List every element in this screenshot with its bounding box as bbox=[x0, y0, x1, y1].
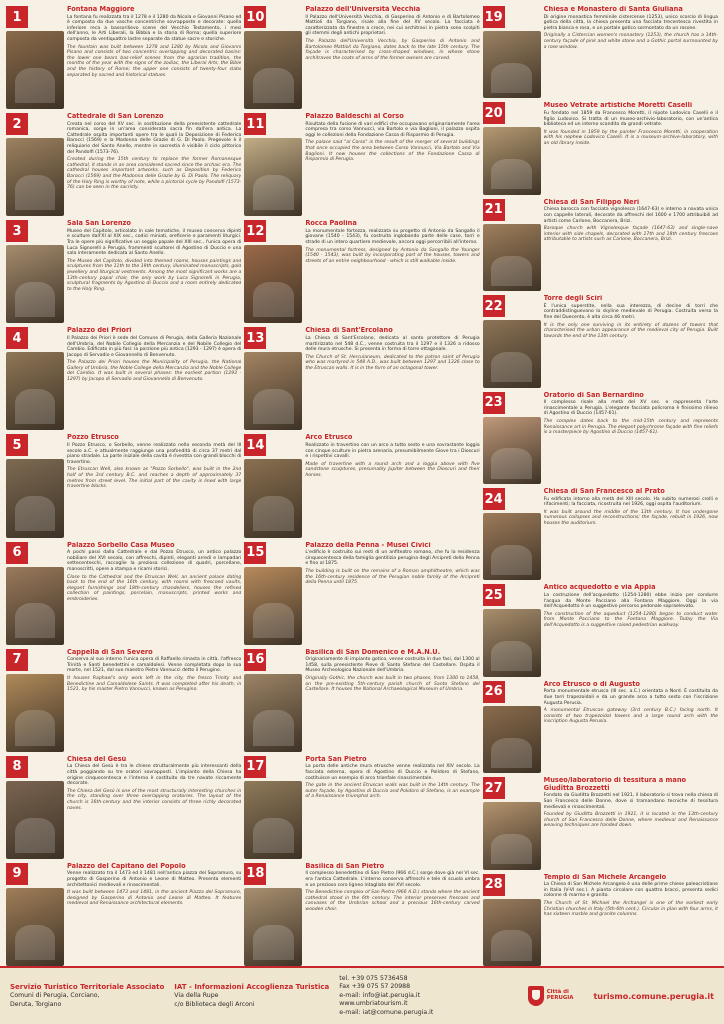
entry-text bbox=[67, 863, 241, 966]
entry-number: 7 bbox=[6, 649, 28, 671]
entry-title: Basilica di San Pietro bbox=[305, 862, 385, 870]
footer-email-iat[interactable]: e-mail: iat@comune.perugia.it bbox=[339, 1008, 434, 1016]
entry-title: Sala San Lorenzo bbox=[67, 220, 131, 228]
entry-media bbox=[483, 777, 541, 869]
landmark-photo bbox=[244, 245, 302, 323]
footer-service-title: Servizio Turistico Territoriale Associato bbox=[10, 983, 165, 992]
entry-title: Chiesa di San Filippo Neri bbox=[543, 198, 640, 206]
entry-18 bbox=[244, 863, 479, 966]
entry-number: 8 bbox=[6, 756, 28, 778]
entry-22 bbox=[483, 295, 718, 387]
entry-number: 27 bbox=[483, 777, 505, 799]
entry-text bbox=[305, 434, 479, 537]
entry-27 bbox=[483, 777, 718, 869]
entry-number: 21 bbox=[483, 199, 505, 221]
entry-description-it: Fu fondato nel 1859 da Francesco Moretti, il nipote Lodovico Caselli e il figlio Ludovico. Si tratta di un museo-archivio-laboratorio, con un'antica biblioteca ed un interno scandito da grandi vetrate. bbox=[543, 110, 718, 128]
landmark-photo bbox=[244, 352, 302, 430]
entry-description-en: The construction of the aqueduct (1254-1280) began to conduct water from Monte Pacciano to the Fontana Maggiore. Today the Via dell'Acquedotto is a suggestive raised pedestrian walkway. bbox=[543, 611, 718, 628]
entry-media bbox=[483, 102, 541, 194]
entry-number: 19 bbox=[483, 6, 505, 28]
landmark-photo bbox=[244, 674, 302, 752]
entry-number: 5 bbox=[6, 434, 28, 456]
entry-description-it: Risultato della fusione di vari edifici che occupavano originariamente l'area compresa tra corso Vannucci, via Bartolo e via Baglioni, il palazzo ospita oggi le collezioni della Fondazione Cassa di Risparmio di Perugia. bbox=[305, 121, 480, 138]
entry-text bbox=[544, 874, 718, 966]
entry-media bbox=[244, 649, 302, 752]
entry-title: Palazzo della Penna - Musei Civici bbox=[305, 541, 431, 549]
entry-title: Torre degli Sciri bbox=[543, 295, 603, 303]
entry-description-en: Founded by Giuditta Brozzetti in 1921, it is located in the 13th-century church of San Francesco delle Donne, where medieval and Renaissance weaving techniques are handed down. bbox=[543, 812, 718, 829]
entry-media bbox=[244, 542, 302, 645]
entry-13 bbox=[244, 327, 479, 430]
entry-title: Palazzo dell'Università Vecchia bbox=[305, 6, 421, 13]
entry-description-en: The Church of St. Herculaneum, dedicated to the patron saint of Perugia who was martyred in 548 A.D., was built between 1297 and 1326 close to the Etruscan walls. It is in the form of an octagonal tower. bbox=[305, 354, 480, 371]
entry-description-en: The Palazzo dei Priori houses the Municipality of Perugia, the National Gallery of Umbria, the Noble College della Mercanzia and the Noble College del Cambio. It was built in several phases: the earliest portion (1293 - 1297) by Jacopo di Servadio and Giovannello di Benvenuto. bbox=[67, 360, 242, 383]
entry-description-en: A monumental Etruscan gateway (3rd century B.C.) facing north. It consists of two trapezoidal towers and a large round arch with the inscription Augusta Perusia. bbox=[543, 708, 718, 725]
entry-media bbox=[483, 874, 541, 966]
entry-description-en: Originally a Cistercian women's monastery (1253), the church has a 14th-century façade of pink and white stone and a Gothic portal surmounted by a rose window. bbox=[543, 33, 718, 50]
landmark-photo bbox=[483, 127, 541, 194]
entry-text bbox=[67, 756, 241, 859]
footer-tel: tel. +39 075 5736458 bbox=[339, 975, 408, 983]
entry-title: Museo Vetrate artistiche Moretti Caselli bbox=[543, 102, 693, 110]
entry-text bbox=[544, 102, 718, 194]
entry-12 bbox=[244, 220, 479, 323]
entry-description-it: Venne realizzato tra il 1473 ed il 1481 nell'antica piazza del Sopramuro, su progetto di Gasperino di Antonio e Leone di Matteo. Presenta elementi architettonici medievali e rinascimentali. bbox=[67, 871, 242, 888]
landmark-photo bbox=[6, 138, 64, 216]
entry-number: 24 bbox=[483, 488, 505, 510]
entry-media bbox=[6, 756, 64, 859]
entry-number: 26 bbox=[483, 681, 505, 703]
landmark-photo bbox=[483, 320, 541, 387]
entry-description-it: La costruzione dell'acquedotto (1254-1280) ebbe inizio per condurre l'acqua da Monte Pacciano alla Fontana Maggiore. Oggi la via dell'Acquedotto è un suggestivo percorso pedonale sopraelevato. bbox=[543, 593, 718, 610]
city-logo-line1: Città di bbox=[546, 989, 569, 996]
entry-number: 25 bbox=[483, 584, 505, 606]
footer-email-info[interactable]: e-mail: info@iat.perugia.it bbox=[339, 991, 421, 999]
entry-text bbox=[544, 199, 718, 291]
entry-title: Basilica di San Domenico e M.A.N.U. bbox=[305, 648, 441, 656]
entry-description-it: Realizzato in travertino con un arco a tutto sesto e una sovrastante loggia con cinque sculture in pietra arenaria, presumibilmente Giove tra i Dioscuri e i rispettivi cavalli. bbox=[305, 443, 480, 460]
entry-number: 4 bbox=[6, 327, 28, 349]
entry-description-en: Close to the Cathedral and the Etruscan Well, an ancient palace dating back to the end of the 16th century, with rooms with frescoed vaults, elegant furnishings and 18th-century chandeliers, houses the refined collection of paintings, porcelain, manuscripts, printed works and embroideries. bbox=[67, 574, 242, 602]
landmark-photo bbox=[483, 609, 541, 676]
entry-21 bbox=[483, 199, 718, 291]
entry-description-it: La fontana fu realizzata tra il 1278 e il 1280 da Nicola e Giovanni Pisano ed è composta da due vasche concentriche sovrapposte e decorate: quella inferiore reca a bassorilievo scene del Vecchio Testamento, i mesi dell'anno, le Arti Liberali, la Bibbia e la storia di Roma; quella superiore composta da ventiquattro lastre separate da statue sacre e storiche. bbox=[67, 14, 242, 42]
entry-6 bbox=[6, 542, 241, 645]
entry-title: Museo/laboratorio di tessitura a mano Giuditta Brozzetti bbox=[543, 777, 687, 792]
entry-description-it: Creata nel corso del XV sec. in sostituzione della preesistente cattedrale romanica, sorge in un'area considerata sacra fin dall'era antica. La Cattedrale ospita importanti opere tra le quali la Deposizione di Federico Barocci (1569) e la Madonna delle Grazie di G. Di Paolo. Pregevole è il reliquiario del Santo Anello, mentre in sacrestia è visibile il ciclo pittorico del Pandolfi (1573-76). bbox=[67, 121, 242, 155]
entry-title: Palazzo dei Priori bbox=[67, 327, 132, 335]
entry-media bbox=[6, 6, 64, 109]
entry-description-it: Il Palazzo dei Priori è sede del Comune di Perugia, della Galleria Nazionale dell'Umbria, del Nobile Collegio della Mercanzia e del Nobile Collegio del Cambio. Edificato in più fasi: la porzione più antica (1293 - 1297) è opera di Jacopo di Servadio e Giovannello di Benvenuto. bbox=[67, 335, 242, 358]
entry-description-en: Baroque church with Vignolesque façade (1647-63) and single-nave interior with side chapels, decorated with 17th and 18th century frescoes attributable to artists such as Carlone, Boccanera, Brizi. bbox=[543, 226, 718, 243]
entry-number: 6 bbox=[6, 542, 28, 564]
column-1 bbox=[6, 6, 241, 966]
entry-number: 11 bbox=[244, 113, 266, 135]
entry-number: 2 bbox=[6, 113, 28, 135]
landmark-photo bbox=[244, 567, 302, 645]
entry-text bbox=[544, 295, 718, 387]
entry-24 bbox=[483, 488, 718, 580]
entry-1 bbox=[6, 6, 241, 109]
entry-description-en: Originally Gothic, the church was built in two phases, from 1300 to 1458, on the pre-existing 5th-century parish church of Santo Stefano del Castellare. It houses the National Archaeological Museum of Umbria. bbox=[305, 676, 480, 693]
entry-description-en: It was built between 1473 and 1481, in the ancient Piazza del Sopramuro, designed by Gasperino di Antonio and Leone di Matteo. It features medieval and Renaissance architectural elements. bbox=[67, 890, 242, 907]
footer-iat-line2: c/o Biblioteca degli Arconi bbox=[174, 1000, 255, 1008]
entry-description-it: Fondato da Giuditta Brozzetti nel 1921, il laboratorio si trova nella chiesa di San Francesco delle Donne, dove si tramandano tecniche di tessitura medievali e rinascimentali. bbox=[543, 793, 718, 810]
entry-description-en: The Etruscan Well, also known as "Pozzo Sorbello", was built in the 2nd half of the 3rd century B.C. and reaches a depth of approximately 37 metres from street level. The initial part of the cavity is lined with large travertine blocks. bbox=[67, 467, 242, 490]
entry-description-en: The complex dates back to the mid-15th century and represents Renaissance art in Perugia. The elegant polychrome façade with fine reliefs is a masterpiece by Agostino di Duccio (1457-61). bbox=[543, 418, 718, 436]
entry-number: 9 bbox=[6, 863, 28, 885]
city-logo bbox=[528, 986, 574, 1006]
entry-title: Rocca Paolina bbox=[305, 220, 357, 228]
entry-media bbox=[483, 199, 541, 291]
entry-text bbox=[305, 113, 479, 216]
landmark-photo bbox=[244, 781, 302, 859]
entry-media bbox=[244, 220, 302, 323]
entry-description-it: Chiesa barocca con facciata vignolesca (1647-63) e interno a navata unica con cappelle laterali, decorate da affreschi del 1600 e 1700 attribuibili ad artisti come Carlone, Boccanera, Brizi. bbox=[543, 207, 718, 224]
entry-description-it: Originariamente di impianto gotico, venne costruita in due fasi, dal 1300 al 1458, sulla preesistente Pieve di Santo Stefano del Castellare. Ospita il Museo Archeologico Nazionale dell'Umbria. bbox=[305, 657, 480, 674]
entry-text bbox=[67, 434, 241, 537]
landmark-photo bbox=[483, 802, 541, 869]
entry-text bbox=[544, 6, 718, 98]
entry-title: Cattedrale di San Lorenzo bbox=[67, 113, 164, 121]
entry-text bbox=[305, 863, 479, 966]
landmark-photo bbox=[6, 567, 64, 645]
entry-text bbox=[305, 756, 479, 859]
entry-9 bbox=[6, 863, 241, 966]
entry-3 bbox=[6, 220, 241, 323]
entry-number: 14 bbox=[244, 434, 266, 456]
landmark-photo bbox=[244, 138, 302, 216]
entry-description-it: La Chiesa di San Michele Arcangelo è una delle prime chiese paleocristiane in Italia (V-VI sec.). A pianta circolare con quattro bracci, presenta sedici colonne di marmo e granito. bbox=[543, 882, 718, 899]
entry-text bbox=[67, 649, 241, 752]
entry-23 bbox=[483, 392, 718, 484]
entry-title: Porta San Pietro bbox=[305, 755, 367, 763]
entry-description-it: Il Palazzo dell'Università Vecchia, di Gasperino di Antonio e di Bartolomeo Mattioli da Torgiano, risale alla fine del XV secolo. La facciata è caratterizzata da finestre a croce, nei cui architravi in pietra sono scolpiti gli stemmi degli antichi proprietari. bbox=[305, 14, 480, 37]
entry-20 bbox=[483, 102, 718, 194]
entry-media bbox=[244, 756, 302, 859]
footer-service-block bbox=[10, 983, 164, 1008]
entry-title: Antico acquedotto e via Appia bbox=[543, 584, 656, 592]
footer-iat-line1: Via della Rupe bbox=[174, 992, 219, 1000]
entry-number: 18 bbox=[244, 863, 266, 885]
footer-fax: Fax +39 075 57 20988 bbox=[339, 983, 411, 991]
entry-description-en: The Chiesa del Gesù is one of the most structurally interesting churches in the city, standing over three overlapping oratories. The layout of the church is 16th-century and the interior consists of three richly decorated naves. bbox=[67, 788, 242, 811]
entry-title: Fontana Maggiore bbox=[67, 6, 135, 13]
entry-text bbox=[544, 681, 718, 773]
entry-title: Chiesa di Sant'Ercolano bbox=[305, 327, 393, 335]
entry-26 bbox=[483, 681, 718, 773]
landmark-photo bbox=[483, 706, 541, 773]
entry-title: Arco Etrusco o di Augusto bbox=[543, 680, 640, 688]
column-3 bbox=[483, 6, 718, 966]
entry-media bbox=[6, 649, 64, 752]
entry-5 bbox=[6, 434, 241, 537]
footer-service-line2: Deruta, Torgiano bbox=[10, 1000, 62, 1008]
entry-media bbox=[6, 542, 64, 645]
entry-2 bbox=[6, 113, 241, 216]
entry-description-en: It was founded in 1859 by the painter Francesco Moretti, in cooperation with his nephew Lodovico Caselli. It is a museum-archive-laboratory, with an old library inside. bbox=[543, 129, 718, 146]
entry-number: 20 bbox=[483, 102, 505, 124]
entry-title: Chiesa del Gesù bbox=[67, 755, 127, 763]
entry-number: 3 bbox=[6, 220, 28, 242]
entry-description-it: Fu edificata intorno alla metà del XIII secolo. Ha subito numerosi crolli e rifacimenti; la facciata, ricostruita nel 1926, oggi ospita l'auditorium. bbox=[543, 496, 718, 508]
entry-description-en: It was built around the middle of the 13th century. It has undergone numerous collapses and reconstructions; the façade, rebuilt in 1926, now houses the auditorium. bbox=[543, 509, 718, 526]
entry-number: 15 bbox=[244, 542, 266, 564]
entry-28 bbox=[483, 874, 718, 966]
entry-media bbox=[244, 113, 302, 216]
entry-description-en: The building is built on the remains of a Roman amphitheatre, which was the 16th-century residence of the Perugian noble family of the Arcipreti della Penna until 1875. bbox=[305, 568, 480, 586]
entry-description-en: The gate in the ancient Etruscan walls was built in the 14th century. The outer façade, by Agostino di Duccio and Polidoro di Stefano, is an example of a Renaissance triumphal arch. bbox=[305, 783, 480, 800]
entry-number: 16 bbox=[244, 649, 266, 671]
entry-number: 23 bbox=[483, 392, 505, 414]
entry-text bbox=[305, 220, 479, 323]
entry-title: Palazzo Sorbello Casa Museo bbox=[67, 541, 175, 549]
landmark-photo bbox=[244, 31, 302, 109]
entry-19 bbox=[483, 6, 718, 98]
entry-text bbox=[305, 649, 479, 752]
entry-text bbox=[67, 542, 241, 645]
entry-description-en: The Palazzo dell'Università Vecchia, by Gasperino di Antonio and Bartolomeo Mattioli da Torgiano, dates back to the late 15th century. The façade is characterised by cross-shaped windows, in whose stone architraves the coats of arms of the former owners are carved. bbox=[305, 38, 480, 61]
entry-media bbox=[483, 295, 541, 387]
footer-iat-title: IAT - Informazioni Accoglienza Turistica bbox=[174, 983, 330, 992]
landmark-photo bbox=[483, 513, 541, 580]
landmark-photo bbox=[244, 459, 302, 537]
entry-description-it: Il complesso risale alla metà del XV sec. e rappresenta l'arte rinascimentale a Perugia. L'elegante facciata policroma è finissimo rilievo di Agostino di Duccio (1457-61). bbox=[543, 400, 718, 417]
entry-text bbox=[544, 392, 718, 484]
entry-text bbox=[67, 220, 241, 323]
landmark-photo bbox=[6, 352, 64, 430]
entry-media bbox=[244, 863, 302, 966]
entry-text bbox=[305, 327, 479, 430]
footer-service-line1: Comuni di Perugia, Corciano, bbox=[10, 992, 100, 1000]
entry-media bbox=[6, 220, 64, 323]
entry-10 bbox=[244, 6, 479, 109]
entry-7 bbox=[6, 649, 241, 752]
entry-text bbox=[67, 327, 241, 430]
entry-17 bbox=[244, 756, 479, 859]
entry-description-en: It houses Raphael's only work left in the city, the fresco Trinity and Benedictine and Camaldolese Saints. It was completed after his death, in 1521, by his master Pietro Vannucci, known as Perugino. bbox=[67, 676, 242, 693]
landmark-photo bbox=[6, 31, 64, 109]
entry-media bbox=[6, 327, 64, 430]
entry-number: 22 bbox=[483, 295, 505, 317]
entry-description-it: La monumentale fortezza, realizzata su progetto di Antonio da Sangallo il giovane (1540 - 1543), fu costruita inglobando parte delle case, torri e strade di un intero quartiere medievale, ancora oggi percorribili all'interno. bbox=[305, 228, 480, 245]
footer-web-turismo[interactable]: turismo.comune.perugia.it bbox=[593, 991, 714, 1001]
entry-media bbox=[244, 434, 302, 537]
entry-text bbox=[67, 6, 241, 109]
entry-description-it: L'edificio è costruito sui resti di un anfiteatro romano, che fu la residenza cinquecentesca della famiglia gentilizia perugina degli Arcipreti della Penna e fino al 1875. bbox=[305, 550, 480, 567]
entry-number: 1 bbox=[6, 6, 28, 28]
entry-description-it: La Chiesa del Gesù è tra le chiese strutturalmente più interessanti della città poggiando su tre oratori sovrapposti. L'impianto della Chiesa ha origine cinquecentesca e l'interno è costituito da tre navate riccamente decorate. bbox=[67, 764, 242, 787]
entry-25 bbox=[483, 584, 718, 676]
entry-description-it: Il Pozzo Etrusco, o Sorbello, venne realizzato nella seconda metà del III secolo a.C. e attualmente raggiunge una profondità di circa 37 metri dal piano stradale. La parte iniziale della cavità è rivestita con grandi blocchi di travertino. bbox=[67, 443, 242, 465]
entry-media bbox=[244, 6, 302, 109]
footer bbox=[0, 966, 724, 1024]
entry-title: Pozzo Etrusco bbox=[67, 434, 119, 442]
entry-media bbox=[483, 488, 541, 580]
city-logo-text bbox=[547, 990, 574, 1001]
landmark-photo bbox=[244, 888, 302, 966]
entry-text bbox=[544, 488, 718, 580]
landmark-photo bbox=[483, 31, 541, 98]
entry-media bbox=[483, 6, 541, 98]
entry-number: 13 bbox=[244, 327, 266, 349]
landmark-photo bbox=[6, 674, 64, 752]
entry-number: 17 bbox=[244, 756, 266, 778]
entry-description-it: Porta monumentale etrusca (III sec. a.C.) orientata a Nord. È costituita da due torri trapezoidali e da un grande arco a tutto sesto con l'iscrizione Augusta Perusia. bbox=[543, 689, 718, 706]
entry-text bbox=[544, 584, 718, 676]
entry-media bbox=[6, 434, 64, 537]
footer-iat-block bbox=[174, 983, 329, 1008]
landmark-photo bbox=[6, 245, 64, 323]
entry-title: Arco Etrusco bbox=[305, 434, 353, 442]
landmark-photo bbox=[483, 417, 541, 484]
entry-4 bbox=[6, 327, 241, 430]
entry-text bbox=[305, 542, 479, 645]
entry-16 bbox=[244, 649, 479, 752]
entry-number: 10 bbox=[244, 6, 266, 28]
entry-description-it: Di origine monastica femminile cistercense (1253), unico scorcio di lingua gotica della città, la chiesa presenta una facciata trecentesca rivestita in pietra bianca e rosa, e un portale gotico sormontato da un rosone. bbox=[543, 14, 718, 31]
entry-media bbox=[483, 584, 541, 676]
entry-description-it: Museo del Capitolo, articolato in sale tematiche, il museo conserva dipinti e sculture dall'XI al XIX sec., codici miniati, oreficerie e paramenti liturgici. Tra le opere più significative un seggio papale del XIII sec., l'unica opera di Luca Signorelli a Perugia, frammenti scultorei di Agostino di Duccio e una sala interamente dedicata al Santo Anello. bbox=[67, 228, 242, 257]
entry-15 bbox=[244, 542, 479, 645]
entry-description-en: The Church of St. Michael the Archangel is one of the earliest early Christian churches in Italy (5th-6th cent.). Circular in plan with four arms, it has sixteen marble and granite columns. bbox=[543, 901, 718, 918]
landmark-photo bbox=[483, 224, 541, 291]
entry-8 bbox=[6, 756, 241, 859]
entry-description-it: Conserva al suo interno l'unica opera di Raffaello rimasta in città, l'affresco Trinità e Santi benedettini e camaldolesi. Venne completata dopo la sua morte, nel 1521, dal suo maestro Pietro Vannucci detto il Perugino. bbox=[67, 657, 242, 674]
entry-description-it: A pochi passi dalla Cattedrale e dal Pozzo Etrusco, un antico palazzo nobiliare del XVI secolo, con affreschi, dipinti, eleganti arredi e lampadari settecenteschi, raccoglie la preziosa collezione di quadri, porcellane, manoscritti, opere a stampa e ricami storici. bbox=[67, 550, 242, 572]
landmark-photo bbox=[6, 459, 64, 537]
entry-14 bbox=[244, 434, 479, 537]
entry-description-en: The monumental fortress, designed by Antonio da Sangallo the Younger (1540 - 1543), was built by incorporating part of the houses, towers and streets of an entire neighbourhood - which is still walkable inside. bbox=[305, 247, 480, 264]
entry-media bbox=[6, 113, 64, 216]
entry-11 bbox=[244, 113, 479, 216]
footer-web-umbria[interactable]: www.umbriatourism.it bbox=[339, 1000, 408, 1008]
entry-number: 28 bbox=[483, 874, 505, 896]
landmark-photo bbox=[6, 888, 64, 966]
entry-title: Palazzo del Capitano del Popolo bbox=[67, 862, 186, 870]
entry-number: 12 bbox=[244, 220, 266, 242]
entry-title: Oratorio di San Bernardino bbox=[543, 391, 644, 399]
entry-description-en: The Museo del Capitolo, divided into themed rooms, houses paintings and sculptures from the 11th to the 19th century, illuminated manuscripts, gold jewellery and liturgical vestments. Among the most significant works are a 13th-century papal chair, the only work by Luca Signorelli in Perugia, sculptural fragments by Agostino di Duccio and a room entirely dedicated to the Holy Ring. bbox=[67, 258, 242, 292]
crest-icon bbox=[528, 986, 544, 1006]
entry-description-it: La porta delle antiche mura etrusche venne realizzata nel XIV secolo. La facciata esterna, opera di Agostino di Duccio e Polidoro di Stefano, costituisce un esempio di arco trionfale rinascimentale. bbox=[305, 764, 480, 781]
entry-title: Cappella di San Severo bbox=[67, 648, 153, 656]
entry-title: Chiesa e Monastero di Santa Giuliana bbox=[543, 6, 683, 13]
entry-description-it: È l'unica superstite, nella sua interezza, di decine di torri che contraddistinguevano lo skyline medievale di Perugia. Costruita verso la fine del Duecento, è alta circa 46 metri. bbox=[543, 303, 718, 320]
entry-description-en: The Benedictine complex of San Pietro (966 A.D.) stands where the ancient cathedral stood in the 6th century. The interior preserves frescoes and canvases of the Umbrian school and a precious 16th-century carved wooden choir. bbox=[305, 890, 480, 913]
entry-description-it: La Chiesa di Sant'Ercolano, dedicata al santo protettore di Perugia martirizzato nel 548 d.C., venne costruita tra il 1297 e il 1326 a ridosso delle mura etrusche. Si presenta in forma di torre ottagonale. bbox=[305, 335, 480, 353]
entries-columns bbox=[6, 6, 718, 966]
entry-text bbox=[305, 6, 479, 109]
column-2 bbox=[244, 6, 479, 966]
entry-title: Chiesa di San Francesco al Prato bbox=[543, 488, 665, 496]
entry-description-en: Created during the 15th century to replace the former Romanesque cathedral, it stands in an area considered sacred since the archaic era. The cathedral houses important artworks, such as Deposition by Federico Barocci (1569) and the Madonna delle Grazie by G. Di Paolo. The reliquary of the Holy Ring is worthy of note, while a pictorial cycle by Pandolfi (1573-76) can be seen in the sacristy. bbox=[67, 157, 242, 191]
entry-title: Palazzo Baldeschi al Corso bbox=[305, 113, 404, 121]
entry-description-en: The palace said "al Corso" is the result of the merger of several buildings that once occupied the area between Corso Vannucci, Via Bartolo and Via Baglioni. It now houses the collections of the Fondazione Cassa di Risparmio di Perugia. bbox=[305, 140, 480, 163]
entry-description-en: Made of travertine with a round arch and a loggia above with five sandstone sculptures, presumably Jupiter between the Dioscuri and their horses. bbox=[305, 461, 480, 478]
entry-description-it: Il complesso benedettino di San Pietro (966 d.C.) sorge dove già nel VI sec. era l'antica Cattedrale. L'interno conserva affreschi e tele di scuola umbra e un prezioso coro ligneo intagliato del XVI secolo. bbox=[305, 871, 480, 888]
landmark-photo bbox=[6, 781, 64, 859]
entry-description-en: It is the only one surviving in its entirety of dozens of towers that characterised the urban appearance of the medieval city of Perugia. Built towards the end of the 13th century. bbox=[543, 322, 718, 339]
entry-title: Tempio di San Michele Arcangelo bbox=[543, 873, 667, 881]
entry-description-en: The fountain was built between 1278 and 1280 by Nicola and Giovanni Pisano and consists of two concentric overlapping and decorated basins: the lower one bears bas-relief scenes from the agrarian tradition, the months of the year with the signs of the zodiac, the Liberal Arts, the Bible and the history of Rome; the upper one consists of twenty-four slabs separated by sacred and historical statues. bbox=[67, 44, 242, 78]
entry-media bbox=[483, 681, 541, 773]
city-logo-line2: PERUGIA bbox=[546, 995, 574, 1001]
entry-media bbox=[6, 863, 64, 966]
entry-media bbox=[244, 327, 302, 430]
entry-text bbox=[67, 113, 241, 216]
landmark-photo bbox=[483, 899, 541, 966]
entry-text bbox=[544, 777, 718, 869]
entry-media bbox=[483, 392, 541, 484]
footer-contacts bbox=[339, 975, 433, 1017]
